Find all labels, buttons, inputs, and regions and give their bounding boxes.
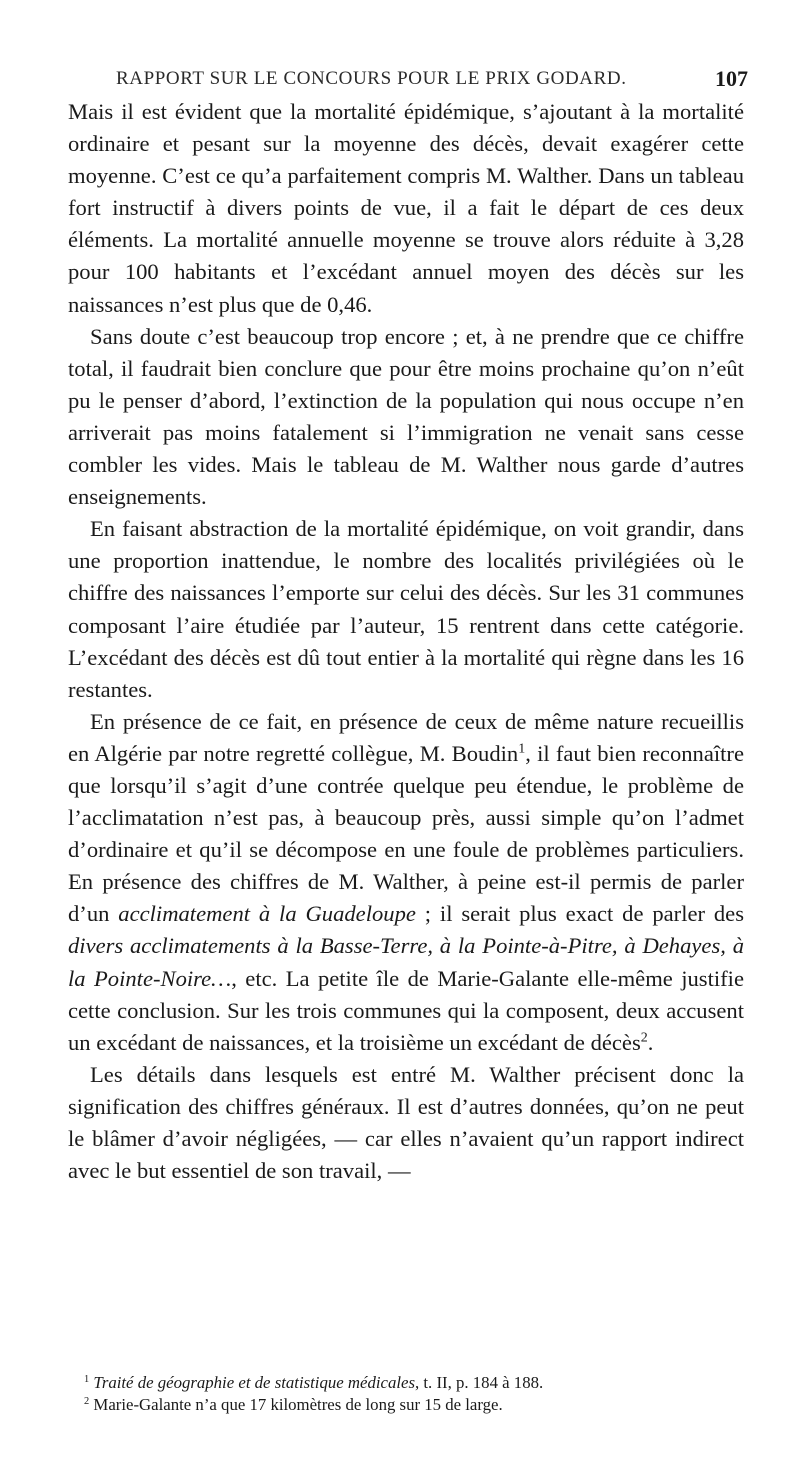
text-segment: Sans doute c’est beaucoup trop encore ; et, à ne prendre que ce chiffre total, il faudrait bien conclure que pour être moins prochaine qu’on n’eût pu le penser d’abord, l’extinction de la population qui nous occupe n’en arriverait pas moins fatalement si l’immigration ne venait sans cesse combler les vides. Mais le tableau de M. Walther nous garde d’autres enseignements. xyxy=(68,323,744,510)
text-segment: , t. II, p. 184 à 188. xyxy=(415,1373,544,1392)
footnote-1 xyxy=(68,1372,744,1394)
footnotes xyxy=(68,1372,744,1416)
italic-text: acclimatement à la Guadeloupe xyxy=(118,901,416,927)
text-segment: , il faut bien reconnaître que lorsqu’il s’agit d’une contrée quelque peu étendue, le problème de l’acclimatation n’est pas, à beaucoup près, aussi simple qu’on l’admet d’ordinaire et qu’il se décompose en une foule de problèmes particuliers. En présence des chiffres de M. Walther, à peine est-il permis de parler d’un xyxy=(68,740,744,927)
running-title: RAPPORT SUR LE CONCOURS POUR LE PRIX GODARD. xyxy=(116,68,627,89)
paragraph-2 xyxy=(68,321,744,514)
text-segment: . xyxy=(647,1029,654,1055)
text-segment: En présence de ce fait, en présence de ceux de même nature recueillis en Algérie par notre regretté collègue, M. Boudin xyxy=(68,708,744,766)
footnote-marker: 2 xyxy=(640,1030,648,1046)
paragraph-4 xyxy=(68,706,744,1059)
text-segment: En faisant abstraction de la mortalité épidémique, on voit grandir, dans une proportion inattendue, le nombre des localités privilégiées où le chiffre des naissances l’emporte sur celui des décès. Sur les 31 communes composant l’aire étudiée par l’auteur, 15 rentrent dans cette catégorie. L’excédant des décès est dû tout entier à la mortalité qui règne dans les 16 restantes. xyxy=(68,516,744,702)
footnote-2 xyxy=(68,1394,744,1416)
body-text xyxy=(68,96,744,1187)
footnote-marker: 1 xyxy=(84,1373,90,1385)
page-number: 107 xyxy=(715,66,748,91)
paragraph-1 xyxy=(68,96,744,321)
text-segment: Les détails dans lesquels est entré M. Walther précisent donc la signification des chiffres généraux. Il est d’autres données, qu’on ne peut le blâmer d’avoir négligées, — car elles n’avaient qu’un rapport indirect avec le but essentiel de son travail, — xyxy=(68,1061,744,1184)
paragraph-3 xyxy=(68,513,744,706)
italic-text: Traité de géographie et de statistique médicales xyxy=(93,1373,415,1392)
text-segment: , etc. La petite île de Marie-Galante elle-même justifie cette conclusion. Sur les trois communes qui la composent, deux accusent un excédant de naissances, et la troisième un excédant de décès xyxy=(68,965,744,1055)
text-segment: Marie-Galante n’a que 17 kilomètres de long sur 15 de large. xyxy=(89,1395,503,1414)
footnote-marker: 1 xyxy=(518,741,526,757)
paragraph-5 xyxy=(68,1059,744,1187)
footnote-marker: 2 xyxy=(84,1395,90,1407)
text-segment: ; il serait plus exact de parler des xyxy=(415,901,744,927)
italic-text: divers acclimatements à la Basse-Terre, à la Pointe-à-Pitre, à Dehayes, à la Pointe-Noire… xyxy=(68,933,744,991)
running-head xyxy=(116,66,748,96)
text-segment: Mais il est évident que la mortalité épidémique, s’ajoutant à la mortalité ordinaire et pesant sur la moyenne des décès, devait exagérer cette moyenne. C’est ce qu’a parfaitement compris M. Walther. Dans un tableau fort instructif à divers points de vue, il a fait le départ de ces deux éléments. La mortalité annuelle moyenne se trouve alors réduite à 3,28 pour 100 habitants et l’excédant annuel moyen des décès sur les naissances n’est plus que de 0,46. xyxy=(68,99,744,317)
